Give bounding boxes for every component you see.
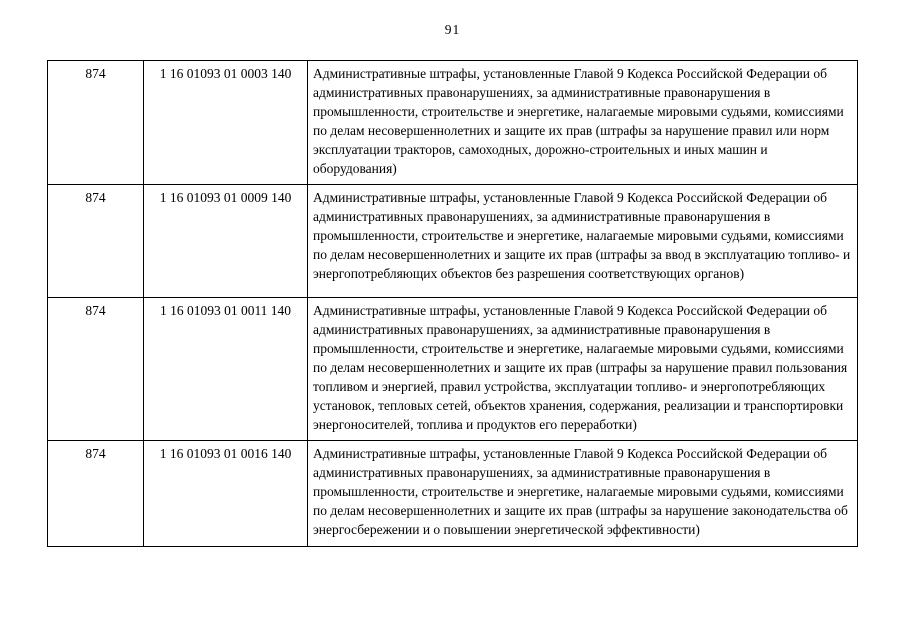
- admin-code-cell: 874: [48, 298, 144, 440]
- kbk-code-cell: 1 16 01093 01 0011 140: [144, 298, 308, 440]
- description-cell: Административные штрафы, установленные Главой 9 Кодекса Российской Федерации об административных правонарушениях, за административные правонарушения в промышленности, строительстве и энергетике, налагаемые мировыми судьями, комиссиями по делам несовершеннолетних и защите их прав (штрафы за ввод в эксплуатацию топливо- и энергопотребляющих объектов без разрешения соответствующих органов): [313, 190, 851, 281]
- admin-code-cell: 874: [48, 441, 144, 546]
- revenue-codes-table: [47, 60, 858, 547]
- admin-code-cell: 874: [48, 185, 144, 297]
- kbk-code-cell: 1 16 01093 01 0016 140: [144, 441, 308, 546]
- description-cell: Административные штрафы, установленные Главой 9 Кодекса Российской Федерации об административных правонарушениях, за административные правонарушения в промышленности, строительстве и энергетике, налагаемые мировыми судьями, комиссиями по делам несовершеннолетних и защите их прав (штрафы за нарушение законодательства об энергосбережении и о повышении энергетической эффективности): [313, 446, 848, 537]
- table-row: [48, 185, 857, 298]
- description-cell: Административные штрафы, установленные Главой 9 Кодекса Российской Федерации об административных правонарушениях, за административные правонарушения в промышленности, строительстве и энергетике, налагаемые мировыми судьями, комиссиями по делам несовершеннолетних и защите их прав (штрафы за нарушение правил или норм эксплуатации тракторов, самоходных, дорожно-строительных и иных машин и оборудования): [313, 66, 844, 176]
- kbk-code-cell: 1 16 01093 01 0003 140: [144, 61, 308, 184]
- page-number: 91: [444, 22, 461, 37]
- admin-code-cell: 874: [48, 61, 144, 184]
- table-row: [48, 61, 857, 185]
- kbk-code-cell: 1 16 01093 01 0009 140: [144, 185, 308, 297]
- description-cell: Административные штрафы, установленные Главой 9 Кодекса Российской Федерации об административных правонарушениях, за административные правонарушения в промышленности, строительстве и энергетике, налагаемые мировыми судьями, комиссиями по делам несовершеннолетних и защите их прав (штрафы за нарушение правил пользования топливом и энергией, правил устройства, эксплуатации топливо- и энергопотребляющих установок, тепловых сетей, объектов хранения, содержания, реализации и транспортировки энергоносителей, топлива и продуктов его переработки): [313, 303, 848, 432]
- table-row: [48, 441, 857, 546]
- table-row: [48, 298, 857, 441]
